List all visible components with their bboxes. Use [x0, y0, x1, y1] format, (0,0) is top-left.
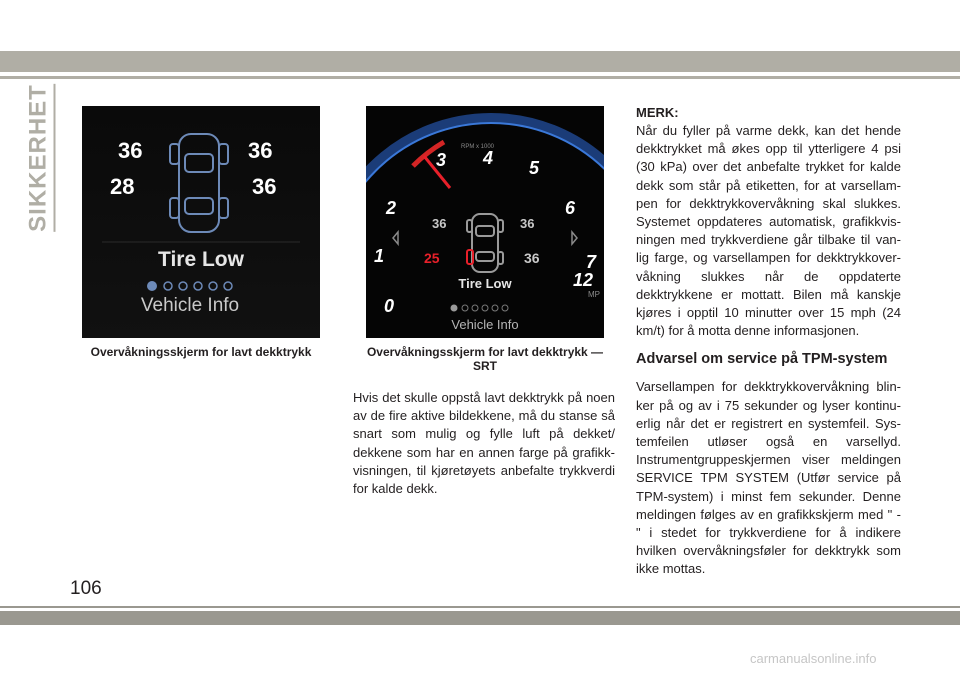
figure1-caption: Overvåkningsskjerm for lavt dekktrykk — [90, 345, 312, 359]
header-band — [0, 51, 960, 72]
gauge-number-7: 7 — [586, 252, 597, 272]
tire-pressure-rear-right: 36 — [524, 250, 540, 266]
footer-rule — [0, 606, 960, 608]
tire-low-message: Tire Low — [158, 248, 244, 271]
gauge-number-4: 4 — [483, 148, 494, 168]
gauge-unit-label: RPM x 1000 — [461, 144, 495, 150]
note-text: Når du fyller på varme dekk, kan det hende dekktrykket må økes opp til ytterligere 4 psi (30 kPa) over det anbefalte trykket for kalde dekk som står på etiketten, for at varsellam-pen for dekktrykkovervåkning skal slukkes. Systemet oppdateres automatisk, grafikkvis-ningen med trykkverdiene går tilbake til van-lig farge, og varsellampen for dekktrykkover-våkning slukkes når de oppdaterte dekktrykkene er mottatt. Bilen må kanskje kjøres i opptil 10 minutter over 15 mph (24 km/t) for å motta denne informasjonen. — [636, 123, 901, 339]
vehicle-info-label: Vehicle Info — [451, 317, 519, 332]
footer-watermark: carmanualsonline.info — [750, 651, 877, 666]
tire-pressure-rear-left: 28 — [110, 174, 135, 199]
tire-pressure-rear-left: 25 — [424, 250, 440, 266]
gauge-number-6: 6 — [565, 198, 576, 218]
note-title: MERK: — [636, 105, 679, 120]
footer-band — [0, 611, 960, 625]
section-text: Varsellampen for dekktrykkovervåkning blin-ker på og av i 75 sekunder og lyser kontinu-erlig når det er registrert en systemfeil. Sys-temfeilen utløser også en varsellyd. Instrumentgruppeskjermen viser meldingen SERVICE TPM SYSTEM (Utfør service på TPM-system) i minst fem sekunder. Denne meldingen følges av en grafikkskjerm med " - " i stedet for trykkverdiene for å indikere hvilken overvåkningsføler for dekktrykk som ikke mottas. — [636, 379, 901, 577]
tire-pressure-front-right: 36 — [248, 138, 273, 163]
gauge-number-3: 3 — [436, 150, 447, 170]
gauge-number-1: 1 — [374, 246, 385, 266]
low-pressure-text: Hvis det skulle oppstå lavt dekktrykk på noen av de fire aktive bildekkene, må du stanse så snart som mulig og fylle luft på dekket/ dekkene som har en annen farge på grafikk-visningen, til kjøretøyets anbefalte trykkverdi for kalde dekk. — [353, 390, 615, 497]
gauge-number-0: 0 — [384, 296, 395, 316]
tpms-screen-srt — [366, 106, 604, 338]
header-rule — [0, 76, 960, 79]
tire-low-message: Tire Low — [458, 276, 512, 291]
gauge-number-2: 2 — [386, 198, 397, 218]
speed-unit-label: MP — [588, 290, 600, 299]
speed-readout: 12 — [573, 270, 594, 290]
section-side-label: SIKKERHET — [25, 84, 56, 232]
tire-pressure-front-left: 36 — [432, 216, 447, 231]
section-heading: Advarsel om service på TPM-system — [636, 351, 888, 368]
tire-pressure-front-left: 36 — [118, 138, 143, 163]
right-column — [636, 104, 901, 579]
tire-pressure-front-right: 36 — [520, 216, 535, 231]
low-pressure-paragraph — [353, 389, 615, 498]
tpms-screen-standard — [82, 106, 320, 338]
tire-pressure-rear-right: 36 — [252, 174, 277, 199]
vehicle-info-label: Vehicle Info — [140, 295, 240, 316]
figure2-caption: Overvåkningsskjerm for lavt dekktrykk — SRT — [366, 345, 604, 373]
page-number: 106 — [70, 578, 102, 599]
gauge-number-5: 5 — [529, 158, 540, 178]
